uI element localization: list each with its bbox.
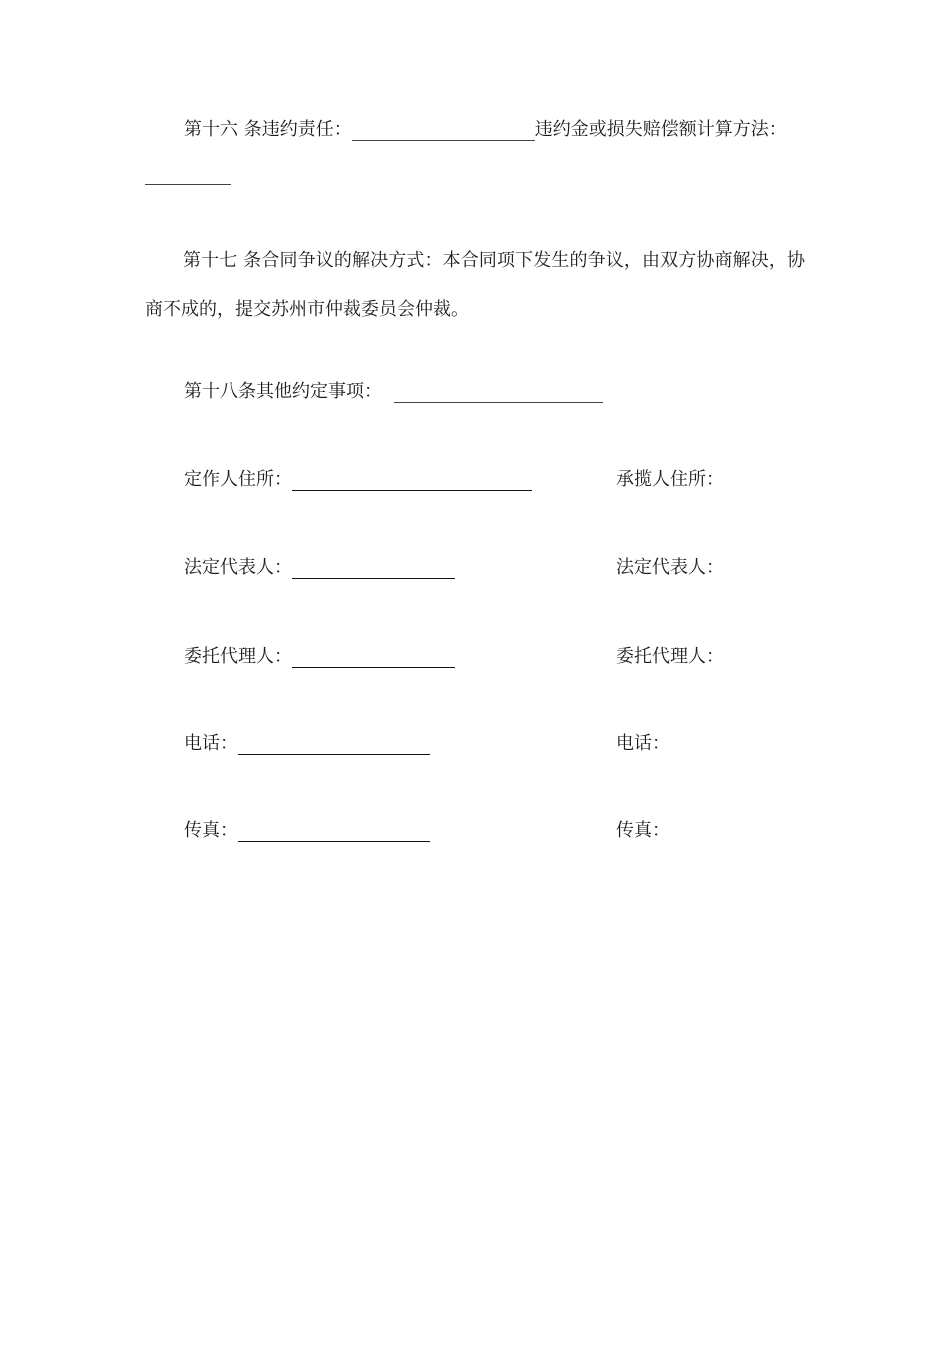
clause-18-label: 第十八条其他约定事项： (184, 381, 382, 402)
client-fax-blank[interactable] (238, 825, 430, 842)
other-matters-blank[interactable] (394, 386, 603, 403)
clause-17-paragraph: 第十七 条合同争议的解决方式：本合同项下发生的争议，由双方协商解决，协商不成的，提交苏州市仲裁委员会仲裁。 (145, 250, 805, 320)
contractor-phone-label: 电话： (616, 733, 670, 754)
client-fax-row (184, 820, 430, 842)
client-phone-row (184, 733, 430, 755)
contractor-agent-label: 委托代理人： (616, 646, 724, 667)
client-fax-label: 传真： (184, 820, 238, 841)
clause-18-line (184, 381, 603, 403)
clause-16-line (184, 119, 787, 141)
calculation-method-line (145, 163, 231, 185)
client-agent-label: 委托代理人： (184, 646, 292, 667)
contractor-representative-label: 法定代表人： (616, 557, 724, 578)
client-representative-label: 法定代表人： (184, 557, 292, 578)
clause-16-method-label: 违约金或损失赔偿额计算方法： (534, 119, 787, 140)
breach-liability-blank[interactable] (352, 124, 535, 141)
client-phone-blank[interactable] (238, 738, 430, 755)
contractor-address-label: 承揽人住所： (616, 469, 724, 490)
client-address-row (184, 469, 532, 491)
client-representative-row (184, 557, 455, 579)
client-address-label: 定作人住所： (184, 469, 292, 490)
client-agent-blank[interactable] (292, 651, 455, 668)
clause-16-label: 第十六 条违约责任： (184, 119, 352, 140)
client-address-blank[interactable] (292, 474, 532, 491)
calculation-method-blank[interactable] (145, 168, 231, 185)
client-phone-label: 电话： (184, 733, 238, 754)
client-representative-blank[interactable] (292, 562, 455, 579)
contractor-fax-label: 传真： (616, 820, 670, 841)
client-agent-row (184, 646, 455, 668)
